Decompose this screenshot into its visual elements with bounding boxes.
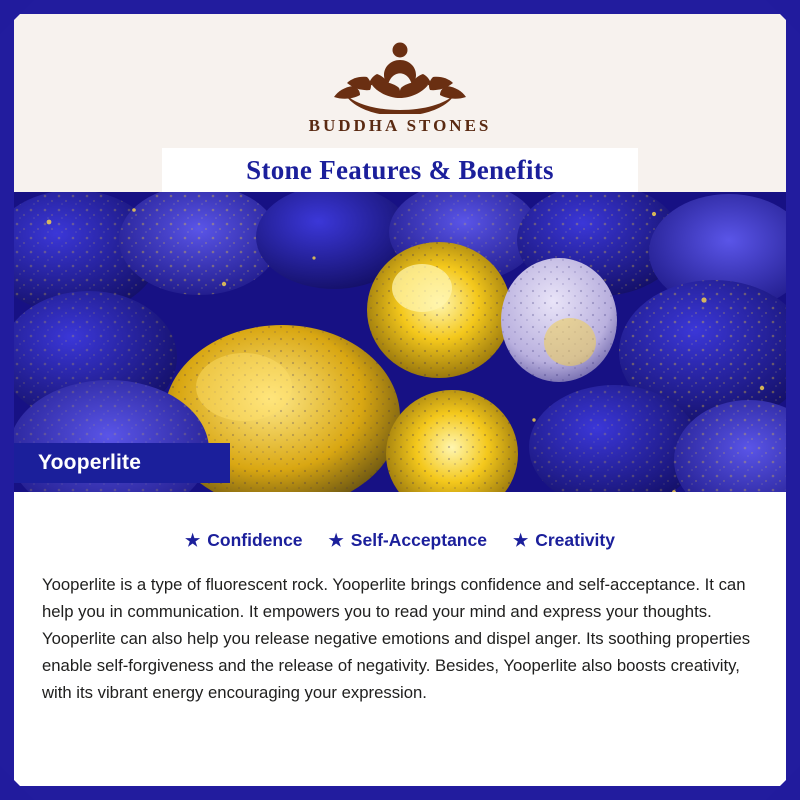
page-title: Stone Features & Benefits <box>246 154 554 185</box>
description-text: Yooperlite is a type of fluorescent rock. Yooperlite brings confidence and self-acceptance. It can help you in communication. It empowers you to read your mind and express your thoughts. Yooperlite can also help you release negative emotions and dispel anger. Its soothing properties enable self-forgiveness and the release of negativity. Besides, Yooperlite also boosts creativity, with its vibrant energy encouraging your expression. <box>42 575 751 703</box>
star-icon: ★ <box>328 531 344 550</box>
star-icon: ★ <box>512 531 529 550</box>
keyword-label: Self-Acceptance <box>350 530 487 550</box>
keyword-item-confidence <box>185 530 303 551</box>
keyword-item-self-acceptance <box>329 530 487 551</box>
lotus-meditation-icon <box>325 28 475 114</box>
corner-accent-top-right <box>766 0 800 34</box>
corner-accent-top-left <box>0 0 34 34</box>
title-band <box>162 148 638 192</box>
header <box>14 14 786 192</box>
corner-accent-bottom-left <box>0 766 34 800</box>
keyword-label: Creativity <box>535 530 615 550</box>
brand-logo <box>14 28 786 136</box>
content-panel <box>14 492 786 786</box>
keyword-item-creativity <box>513 530 615 551</box>
corner-accent-bottom-right <box>766 766 800 800</box>
star-icon: ★ <box>185 531 201 550</box>
keyword-label: Confidence <box>207 530 303 550</box>
brand-name: BUDDHA STONES <box>308 116 492 135</box>
stone-name-badge: Yooperlite <box>14 443 230 483</box>
keyword-list <box>14 492 786 551</box>
